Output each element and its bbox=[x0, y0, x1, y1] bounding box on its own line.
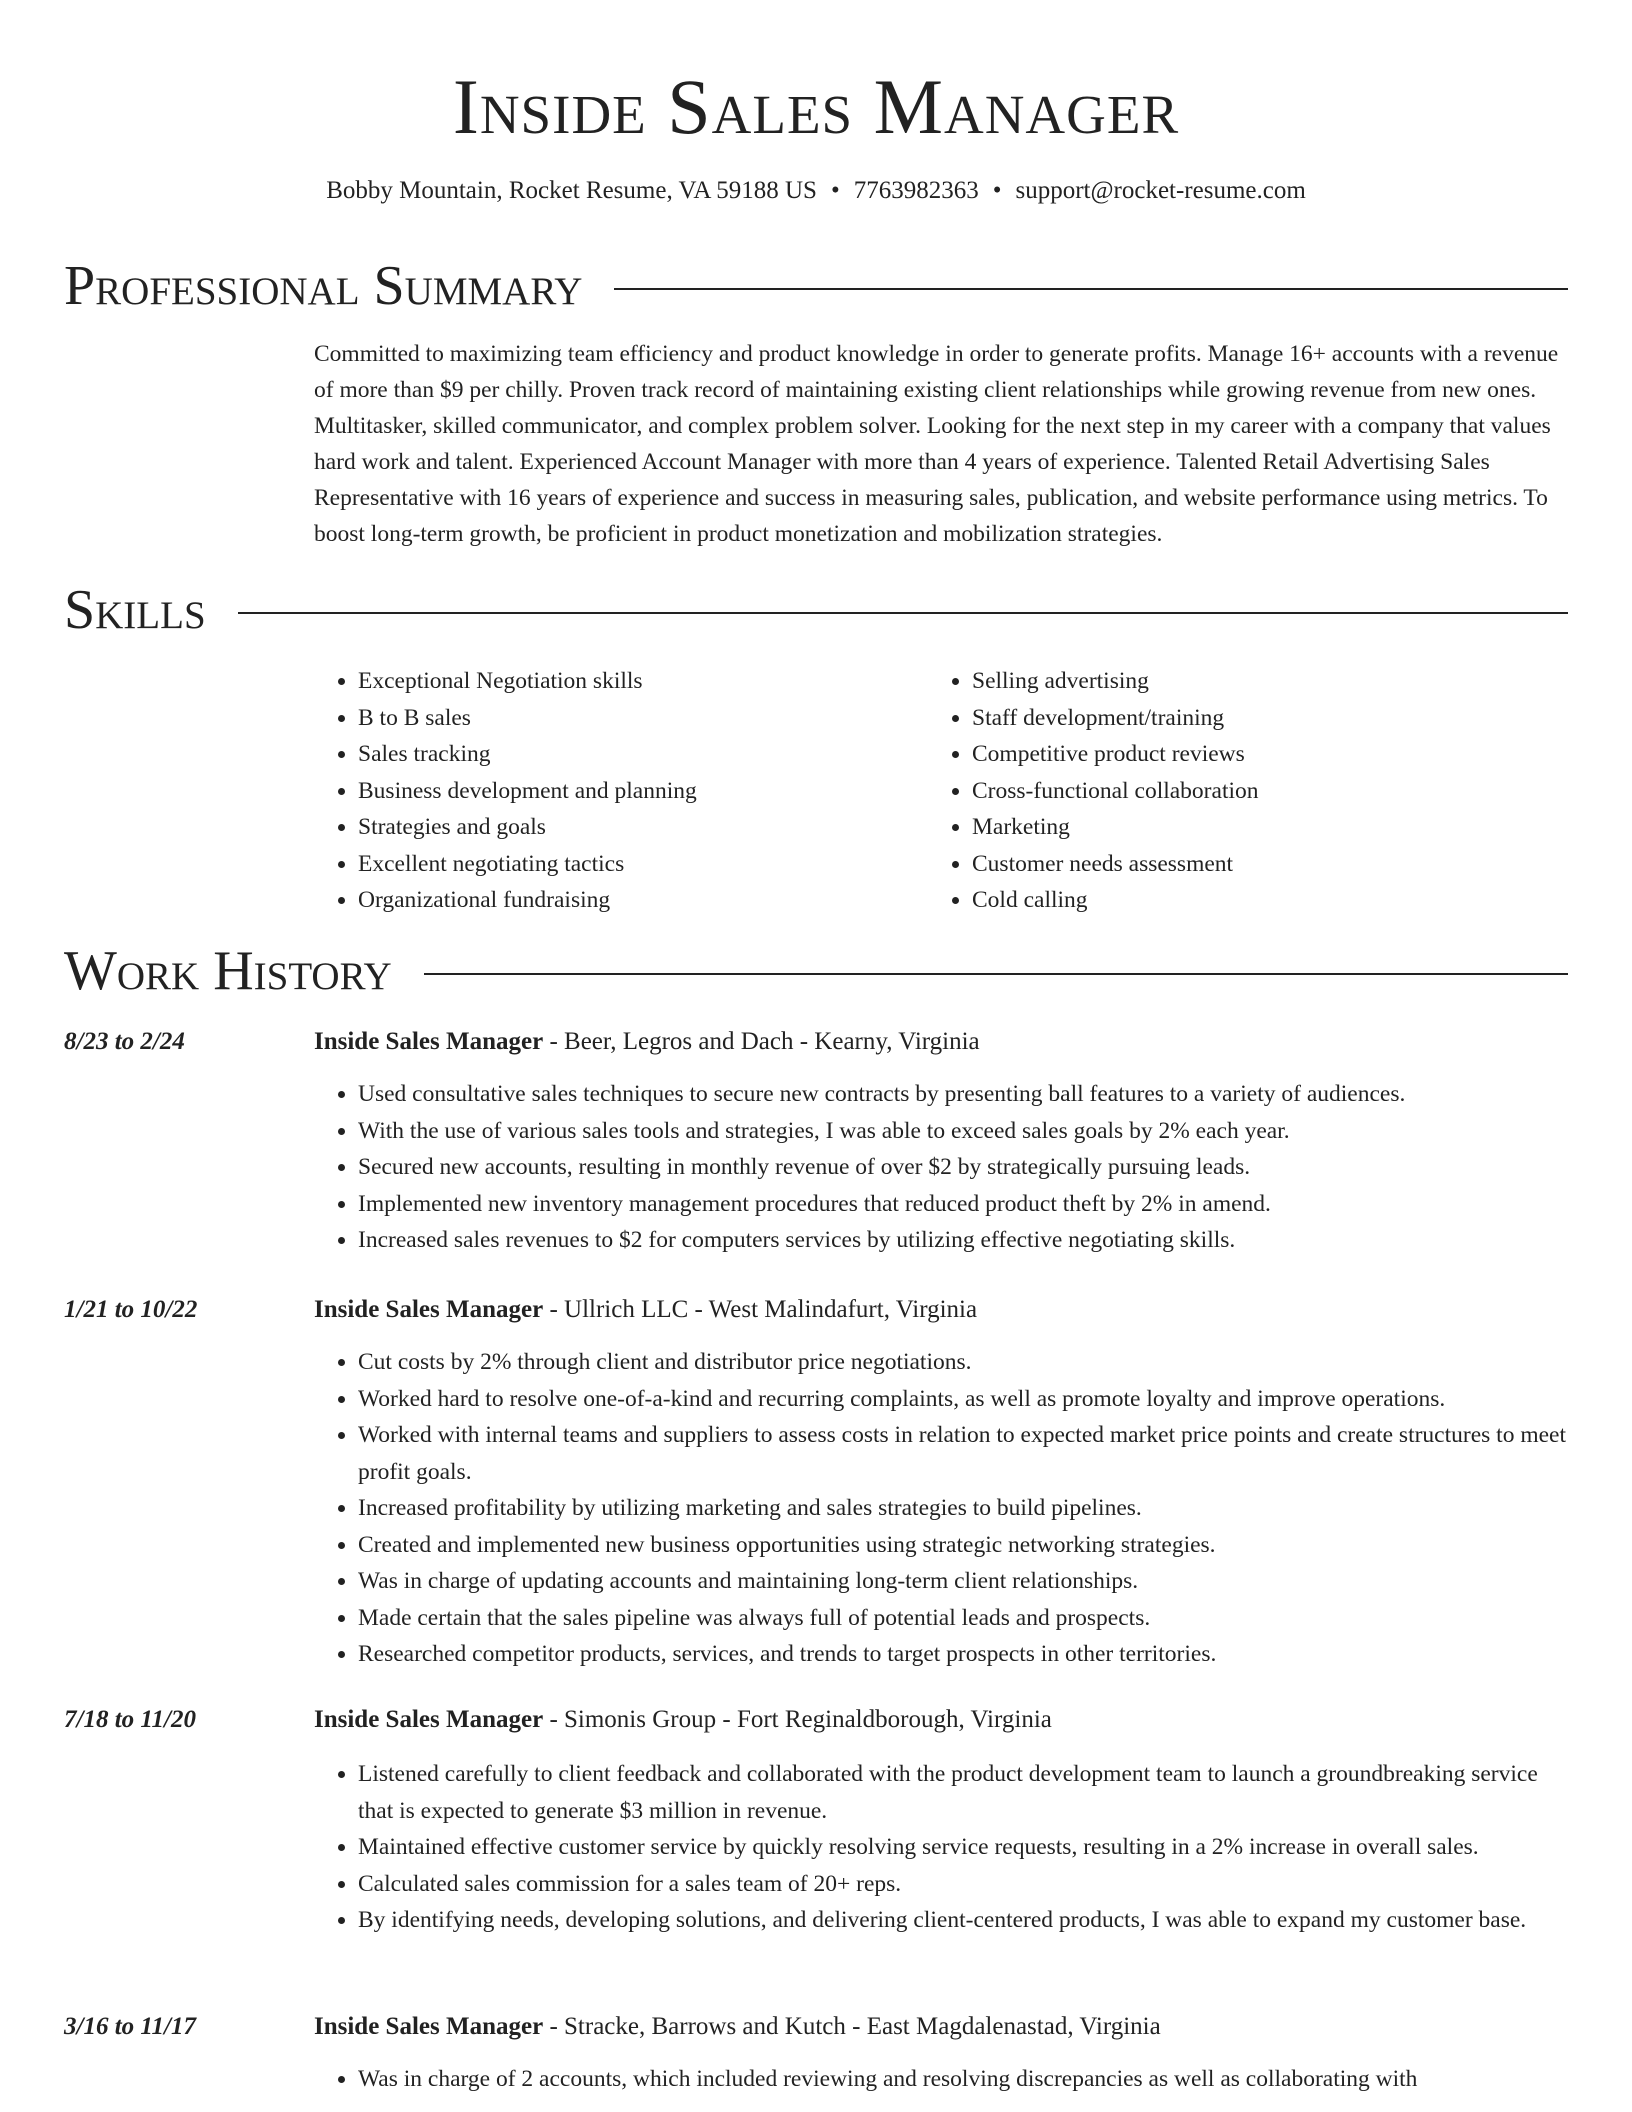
skill-item: • Strategies and goals bbox=[358, 809, 914, 846]
skill-item: • B to B sales bbox=[358, 700, 914, 737]
contact-address: Bobby Mountain, Rocket Resume, VA 59188 US bbox=[326, 177, 817, 204]
skills-column-left bbox=[314, 663, 914, 919]
duty-item: • Listened carefully to client feedback and collaborated with the product development team to launch a groundbreaking service that is expected to generate $3 million in revenue. bbox=[358, 1756, 1568, 1829]
page-title: Inside Sales Manager bbox=[452, 63, 1180, 150]
job-title-line bbox=[314, 2009, 1161, 2045]
duty-list bbox=[314, 2061, 1568, 2098]
job-duties bbox=[314, 1344, 1568, 1673]
summary-text: Committed to maximizing team efficiency and product knowledge in order to generate profits. Manage 16+ accounts with a revenue of more than $9 per chilly. Proven track record of maintaining existing client relationships while growing revenue from new ones. Multitasker, skilled communicator, and complex problem solver. Looking for the next step in my career with a company that values hard work and talent. Experienced Account Manager with more than 4 years of experience. Talented Retail Advertising Sales Representative with 16 years of experience and success in measuring sales, publication, and website performance using metrics. To boost long-term growth, be proficient in product monetization and mobilization strategies. bbox=[314, 341, 1559, 547]
job-duties bbox=[314, 1756, 1568, 1939]
summary-section-header bbox=[64, 254, 1568, 318]
job-title: Inside Sales Manager bbox=[314, 1028, 544, 1055]
summary-heading: Professional Summary bbox=[64, 255, 583, 317]
skill-item: • Excellent negotiating tactics bbox=[358, 846, 914, 883]
duty-item: • By identifying needs, developing solutions, and delivering client-centered products, I was able to expand my customer base. bbox=[358, 1902, 1568, 1939]
section-divider bbox=[238, 612, 1568, 614]
skills-column-right bbox=[928, 663, 1528, 919]
skill-item: • Customer needs assessment bbox=[972, 846, 1528, 883]
skill-item: • Selling advertising bbox=[972, 663, 1528, 700]
duty-item: • Cut costs by 2% through client and distributor price negotiations. bbox=[358, 1344, 1568, 1381]
job-title-line bbox=[314, 1024, 980, 1060]
skills-list-left bbox=[314, 663, 914, 919]
job-company-location: - Stracke, Barrows and Kutch - East Magdalenastad, Virginia bbox=[543, 2013, 1161, 2040]
skill-item: • Staff development/training bbox=[972, 700, 1528, 737]
skill-item: • Cross-functional collaboration bbox=[972, 773, 1528, 810]
job-company-location: - Simonis Group - Fort Reginaldborough, Virginia bbox=[543, 1706, 1052, 1733]
contact-phone: 7763982363 bbox=[853, 177, 979, 204]
skill-item: • Sales tracking bbox=[358, 736, 914, 773]
job-dates: 1/21 to 10/22 bbox=[64, 1296, 198, 1323]
skills-heading: Skills bbox=[64, 579, 206, 641]
job-dates: 7/18 to 11/20 bbox=[64, 1706, 196, 1733]
skill-item: • Organizational fundraising bbox=[358, 882, 914, 919]
skills-section-header bbox=[64, 578, 1568, 642]
duty-item: • Increased profitability by utilizing marketing and sales strategies to build pipelines. bbox=[358, 1490, 1568, 1527]
duty-item: • Implemented new inventory management procedures that reduced product theft by 2% in amend. bbox=[358, 1186, 1568, 1223]
job-dates: 8/23 to 2/24 bbox=[64, 1028, 185, 1055]
skill-item: • Exceptional Negotiation skills bbox=[358, 663, 914, 700]
job-dates: 3/16 to 11/17 bbox=[64, 2013, 196, 2040]
job-duties bbox=[314, 1076, 1568, 1259]
duty-list bbox=[314, 1756, 1568, 1939]
skill-item: • Marketing bbox=[972, 809, 1528, 846]
duty-item: • Maintained effective customer service by quickly resolving service requests, resulting in a 2% increase in overall sales. bbox=[358, 1829, 1568, 1866]
job-title-line bbox=[314, 1292, 977, 1328]
job-title-line bbox=[314, 1702, 1052, 1738]
skill-item: • Competitive product reviews bbox=[972, 736, 1528, 773]
duty-item: • Was in charge of updating accounts and maintaining long-term client relationships. bbox=[358, 1563, 1568, 1600]
section-divider bbox=[424, 973, 1568, 975]
job-title: Inside Sales Manager bbox=[314, 2013, 544, 2040]
duty-list bbox=[314, 1344, 1568, 1673]
job-company-location: - Beer, Legros and Dach - Kearny, Virginia bbox=[543, 1028, 980, 1055]
job-company-location: - Ullrich LLC - West Malindafurt, Virginia bbox=[543, 1296, 978, 1323]
duty-item: • With the use of various sales tools and strategies, I was able to exceed sales goals by 2% each year. bbox=[358, 1113, 1568, 1150]
duty-item: • Increased sales revenues to $2 for computers services by utilizing effective negotiating skills. bbox=[358, 1222, 1568, 1259]
skills-list-right bbox=[928, 663, 1528, 919]
contact-line bbox=[0, 174, 1632, 208]
duty-item: • Worked hard to resolve one-of-a-kind and recurring complaints, as well as promote loyalty and improve operations. bbox=[358, 1381, 1568, 1418]
section-divider bbox=[614, 288, 1568, 290]
job-title: Inside Sales Manager bbox=[314, 1296, 544, 1323]
duty-item: • Was in charge of 2 accounts, which included reviewing and resolving discrepancies as well as collaborating with bbox=[358, 2061, 1568, 2098]
skill-item: • Cold calling bbox=[972, 882, 1528, 919]
duty-item: • Calculated sales commission for a sales team of 20+ reps. bbox=[358, 1866, 1568, 1903]
duty-item: • Secured new accounts, resulting in monthly revenue of over $2 by strategically pursuing leads. bbox=[358, 1149, 1568, 1186]
contact-separator: • bbox=[992, 177, 1002, 204]
skill-item: • Business development and planning bbox=[358, 773, 914, 810]
work-history-heading: Work History bbox=[64, 940, 392, 1002]
job-title: Inside Sales Manager bbox=[314, 1706, 544, 1733]
duty-item: • Worked with internal teams and suppliers to assess costs in relation to expected market price points and create structures to meet profit goals. bbox=[358, 1417, 1568, 1490]
contact-email: support@rocket-resume.com bbox=[1015, 177, 1306, 204]
duty-list bbox=[314, 1076, 1568, 1259]
work-history-section-header bbox=[64, 939, 1568, 1003]
duty-item: • Used consultative sales techniques to secure new contracts by presenting ball features to a variety of audiences. bbox=[358, 1076, 1568, 1113]
job-duties bbox=[314, 2061, 1568, 2098]
duty-item: • Made certain that the sales pipeline was always full of potential leads and prospects. bbox=[358, 1600, 1568, 1637]
duty-item: • Created and implemented new business opportunities using strategic networking strategies. bbox=[358, 1527, 1568, 1564]
duty-item: • Researched competitor products, services, and trends to target prospects in other territories. bbox=[358, 1636, 1568, 1673]
contact-separator: • bbox=[830, 177, 840, 204]
